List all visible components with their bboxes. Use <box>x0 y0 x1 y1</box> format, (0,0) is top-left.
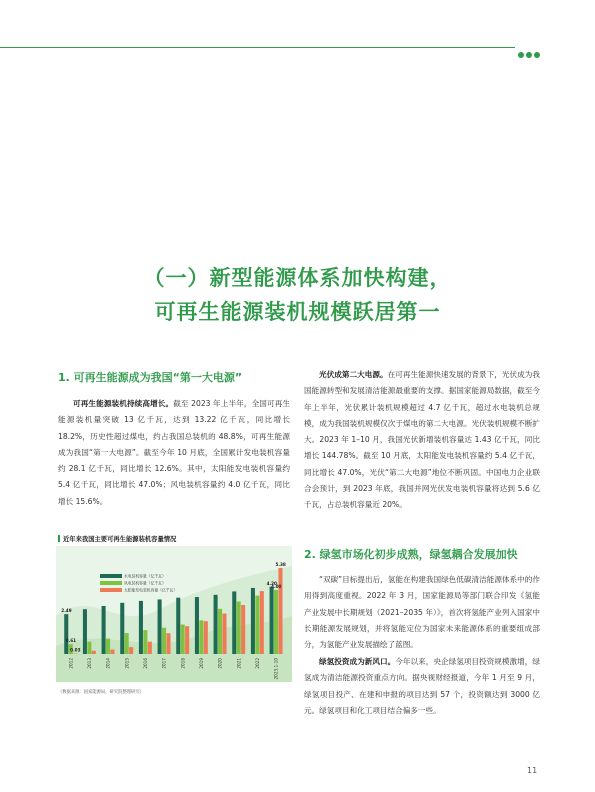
x-tick-label: 2018 <box>180 658 186 669</box>
bar-2-8 <box>222 614 226 654</box>
x-tick-label: 2017 <box>161 658 167 669</box>
data-label: 2.49 <box>61 608 72 614</box>
para1-body: 截至 2023 年上半年，全国可再生能源装机量突破 13 亿千瓦，达到 13.22 亿千瓦，同比增长 18.2%，历史性超过煤电，约占我国总装机的 48.8%，可再生能源成为我国“第一大电源”。截至今年 10 月底，全国累计发电装机容量约 28.1 亿千瓦，同比增长 12.6%。其中，太阳能发电装机容量约 5.4 亿千瓦，同比增长 47.0%；风电装机容量约 4.0 亿千瓦，同比增长 15.6%。 <box>58 399 290 506</box>
legend-swatch <box>100 581 122 585</box>
bar-2-10 <box>260 591 264 654</box>
para2-body: 在可再生能源快速发展的背景下，光伏成为我国能源转型和发展清洁能源最重要的支撑。据国家能源局数据，截至今年上半年，光伏累计装机规模超过 4.7 亿千瓦，超过水电装机总规模，成为我国装机规模仅次于煤电的第二大电源。光伏装机规模不断扩大。2023 年 1–10 月，我国光伏新增装机容量达 1.43 亿千瓦，同比增长 144.78%。截至 10 月底，太阳能发电装机容量约 5.4 亿千瓦，同比增长 47.0%，光伏“第二大电源”地位不断巩固。中国电力企业联合会预计，到 2023 年底，我国并网光伏发电装机容量将达到 5.6 亿千瓦，占总装机容量近 20%。 <box>304 370 540 510</box>
data-label: 0.03 <box>70 647 81 653</box>
bar-1-10 <box>255 596 259 654</box>
x-tick-label: 2019 <box>199 658 204 669</box>
bar-0-6 <box>176 598 180 654</box>
bar-1-11 <box>274 590 278 654</box>
bar-0-0 <box>64 614 68 654</box>
section2-heading: 2. 绿氢市场化初步成熟，绿氢耦合发展加快 <box>304 548 518 561</box>
page-number: 11 <box>527 766 538 775</box>
right-paragraph-2: “双碳”目标提出后，氢能在构建我国绿色低碳清洁能源体系中的作用得到高度重视。2022 年 3 月，国家能源局等部门联合印发《氢能产业发展中长期规划（2021–2035 年）》，首次将氢能产业列入国家中长期能源发展规划，并将氢能定位为国家未来能源体系的重要组成部分，为氢能产业发展描绘了蓝图。 <box>304 575 540 650</box>
header-dots-icon <box>518 43 542 62</box>
bar-0-9 <box>232 591 236 654</box>
bar-2-5 <box>166 633 170 654</box>
bar-0-3 <box>120 603 124 654</box>
para4-body: 今年以来，央企绿氢项目投资规模激增，绿氢成为清洁能源投资重点方向。据央视财经报道，今年 1 月至 9 月，绿氢项目投产、在建和申报的项目达到 57 个，投资额达到 3000 亿元。绿氢项目和化工项目结合偏多一些。 <box>304 657 540 715</box>
x-tick-label: 2016 <box>143 658 148 669</box>
x-tick-label: 2021 <box>236 658 242 669</box>
chart-source: （数据来源：国家能源局，研究院整理研究） <box>58 690 144 695</box>
x-tick-label: 2014 <box>105 658 111 669</box>
bar-1-2 <box>106 639 110 654</box>
bar-2-4 <box>148 642 152 654</box>
x-tick-label: 2012 <box>68 658 74 669</box>
bar-0-7 <box>195 597 199 654</box>
bar-1-9 <box>237 602 241 654</box>
para4-lead: 绿氢投资成为新风口。 <box>319 657 396 666</box>
page-title-line1: （一）新型能源体系加快构建， <box>143 266 452 290</box>
bar-2-3 <box>129 647 133 654</box>
legend-swatch <box>100 588 122 592</box>
bar-0-4 <box>139 601 143 654</box>
chart-title-text: 近年来我国主要可再生能源装机容量情况 <box>63 536 177 543</box>
bar-0-2 <box>102 606 106 654</box>
capacity-bar-chart <box>56 546 292 682</box>
bar-0-10 <box>251 588 255 654</box>
para1-lead: 可再生能源装机持续高增长。 <box>73 399 174 408</box>
x-tick-label: 2023.1-10 <box>273 658 279 680</box>
section1-paragraph <box>58 396 290 510</box>
bar-1-7 <box>199 620 203 654</box>
chart-title <box>58 534 176 543</box>
x-tick-label: 2022 <box>255 658 260 669</box>
bar-0-5 <box>158 599 162 654</box>
bar-0-1 <box>83 609 87 654</box>
legend-label: 水电装机容量（亿千瓦） <box>124 573 166 579</box>
data-label: 0.61 <box>65 638 77 644</box>
header-rule <box>0 47 515 48</box>
data-label: 4.20 <box>266 580 277 586</box>
para2-lead: 光伏成第二大电源。 <box>319 370 388 379</box>
bar-2-7 <box>204 621 208 654</box>
right-paragraph-1 <box>304 367 540 514</box>
bar-1-3 <box>125 633 129 654</box>
x-tick-label: 2020 <box>217 658 223 669</box>
bar-0-8 <box>214 595 218 654</box>
bar-1-5 <box>162 628 166 654</box>
bar-1-6 <box>181 625 185 654</box>
right-paragraph-3 <box>304 654 540 719</box>
legend-swatch <box>100 574 122 578</box>
bar-1-4 <box>143 630 147 654</box>
bar-1-8 <box>218 609 222 654</box>
bar-2-11 <box>278 568 282 654</box>
section1-heading: 1. 可再生能源成为我国“第一大电源” <box>58 371 243 384</box>
legend-label: 太阳能发电装机容量（亿千瓦） <box>124 587 178 593</box>
x-tick-label: 2013 <box>87 658 92 669</box>
data-label: 5.38 <box>275 561 286 567</box>
bar-0-11 <box>270 587 274 654</box>
bar-2-6 <box>185 626 189 654</box>
bar-2-2 <box>110 650 114 654</box>
bar-2-1 <box>92 651 96 654</box>
x-tick-label: 2015 <box>124 658 130 669</box>
legend-label: 风电装机容量（亿千瓦） <box>124 580 166 586</box>
data-label: 4.00 <box>271 584 282 589</box>
page-title-line2: 可再生能源装机规模跃居第一 <box>154 300 441 324</box>
bar-1-1 <box>87 642 91 654</box>
bar-2-9 <box>241 605 245 654</box>
